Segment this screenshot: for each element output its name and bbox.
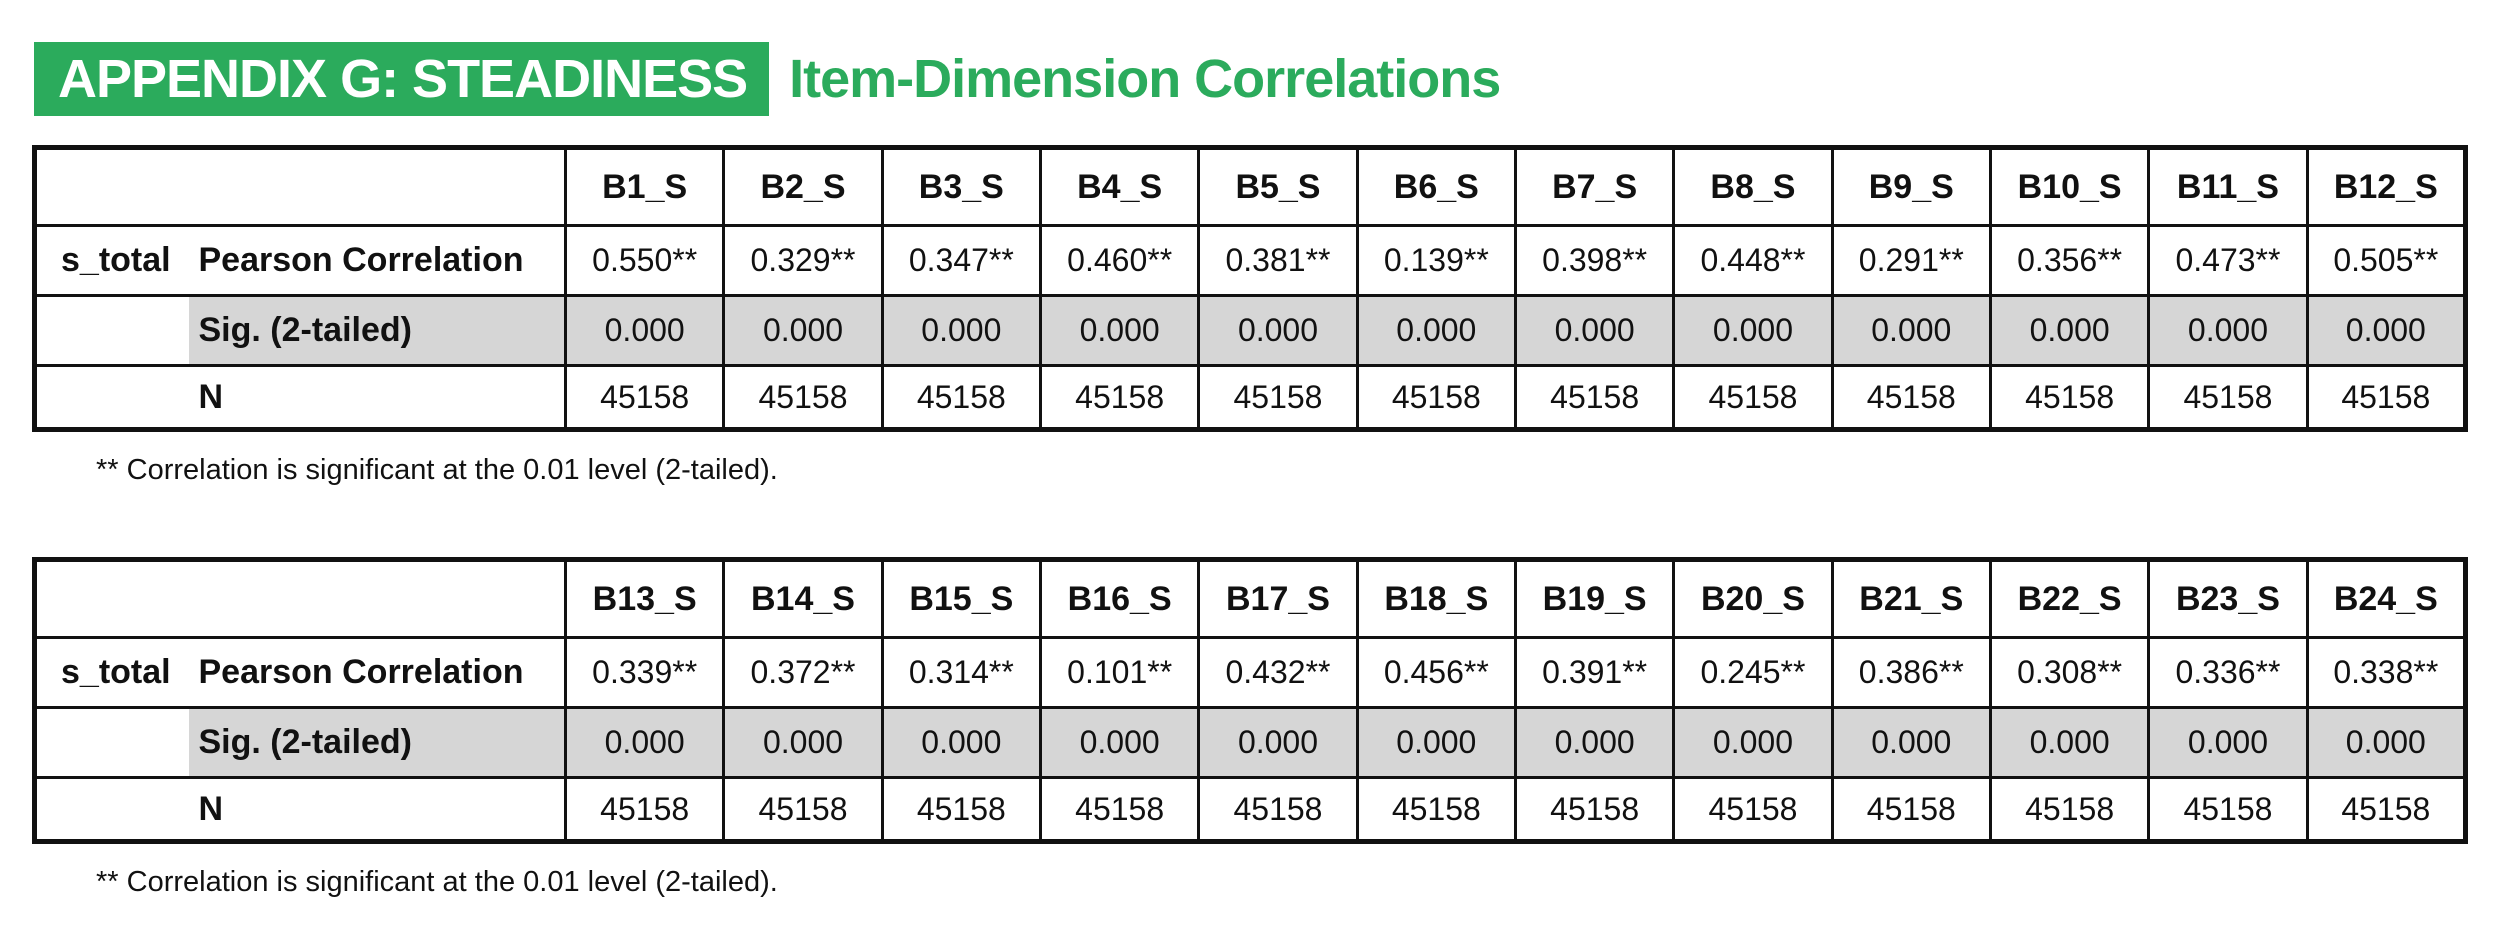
column-header: B6_S (1357, 148, 1515, 226)
sig-cell: 0.000 (1357, 296, 1515, 366)
n-cell: 45158 (2307, 778, 2465, 842)
column-header: B15_S (882, 560, 1040, 638)
pearson-cell: 0.329** (724, 226, 882, 296)
pearson-cell: 0.456** (1357, 638, 1515, 708)
sig-cell: 0.000 (2149, 296, 2307, 366)
n-cell: 45158 (2307, 366, 2465, 430)
sig-cell: 0.000 (724, 296, 882, 366)
sig-cell: 0.000 (882, 296, 1040, 366)
appendix-badge: APPENDIX G: STEADINESS (34, 42, 769, 116)
column-header: B18_S (1357, 560, 1515, 638)
pearson-cell: 0.314** (882, 638, 1040, 708)
header-blank-cell (189, 560, 566, 638)
pearson-cell: 0.505** (2307, 226, 2465, 296)
sig-cell: 0.000 (1357, 708, 1515, 778)
n-cell: 45158 (1515, 366, 1673, 430)
column-header: B21_S (1832, 560, 1990, 638)
sig-cell: 0.000 (1832, 296, 1990, 366)
pearson-cell: 0.336** (2149, 638, 2307, 708)
pearson-cell: 0.308** (1990, 638, 2148, 708)
sig-cell: 0.000 (1515, 708, 1673, 778)
column-header: B5_S (1199, 148, 1357, 226)
column-header: B19_S (1515, 560, 1673, 638)
sig-cell: 0.000 (1199, 708, 1357, 778)
column-header: B4_S (1040, 148, 1198, 226)
sig-cell: 0.000 (1040, 708, 1198, 778)
pearson-row (35, 638, 2466, 708)
n-cell: 45158 (1515, 778, 1673, 842)
column-header: B10_S (1990, 148, 2148, 226)
sig-cell: 0.000 (1832, 708, 1990, 778)
column-header: B16_S (1040, 560, 1198, 638)
row-label-n: N (189, 366, 566, 430)
column-header: B23_S (2149, 560, 2307, 638)
column-header: B12_S (2307, 148, 2465, 226)
header-row (35, 560, 2466, 638)
column-header: B9_S (1832, 148, 1990, 226)
footnote-table-2: ** Correlation is significant at the 0.01 level (2-tailed). (96, 866, 778, 898)
correlation-table-1 (32, 145, 2468, 432)
sig-row (35, 708, 2466, 778)
n-cell: 45158 (1674, 778, 1832, 842)
column-header: B2_S (724, 148, 882, 226)
sig-cell: 0.000 (724, 708, 882, 778)
n-cell: 45158 (1990, 778, 2148, 842)
pearson-cell: 0.386** (1832, 638, 1990, 708)
sig-cell: 0.000 (1515, 296, 1673, 366)
pearson-cell: 0.381** (1199, 226, 1357, 296)
n-cell: 45158 (1040, 778, 1198, 842)
column-header: B17_S (1199, 560, 1357, 638)
n-cell: 45158 (1990, 366, 2148, 430)
page-title: Item-Dimension Correlations (789, 49, 1501, 109)
row-label-pearson: Pearson Correlation (189, 638, 566, 708)
sig-row (35, 296, 2466, 366)
n-cell: 45158 (724, 778, 882, 842)
sig-cell: 0.000 (566, 296, 724, 366)
sig-cell: 0.000 (1674, 296, 1832, 366)
pearson-cell: 0.356** (1990, 226, 2148, 296)
pearson-row (35, 226, 2466, 296)
pearson-cell: 0.460** (1040, 226, 1198, 296)
page-header (34, 42, 1500, 116)
pearson-cell: 0.448** (1674, 226, 1832, 296)
blank-label-cell (35, 296, 189, 366)
pearson-cell: 0.339** (566, 638, 724, 708)
sig-cell: 0.000 (2307, 708, 2465, 778)
pearson-cell: 0.338** (2307, 638, 2465, 708)
correlation-table-2 (32, 557, 2468, 844)
n-cell: 45158 (1357, 366, 1515, 430)
pearson-cell: 0.347** (882, 226, 1040, 296)
n-cell: 45158 (724, 366, 882, 430)
sig-cell: 0.000 (2149, 708, 2307, 778)
variable-label: s_total (35, 638, 189, 708)
blank-label-cell (35, 778, 189, 842)
n-row (35, 778, 2466, 842)
sig-cell: 0.000 (1990, 708, 2148, 778)
sig-cell: 0.000 (1674, 708, 1832, 778)
column-header: B22_S (1990, 560, 2148, 638)
n-cell: 45158 (566, 778, 724, 842)
sig-cell: 0.000 (2307, 296, 2465, 366)
n-cell: 45158 (1199, 366, 1357, 430)
n-cell: 45158 (566, 366, 724, 430)
column-header: B24_S (2307, 560, 2465, 638)
n-cell: 45158 (882, 778, 1040, 842)
sig-cell: 0.000 (1990, 296, 2148, 366)
sig-cell: 0.000 (882, 708, 1040, 778)
blank-label-cell (35, 708, 189, 778)
n-cell: 45158 (1357, 778, 1515, 842)
n-cell: 45158 (2149, 366, 2307, 430)
header-row (35, 148, 2466, 226)
n-cell: 45158 (2149, 778, 2307, 842)
pearson-cell: 0.139** (1357, 226, 1515, 296)
blank-label-cell (35, 366, 189, 430)
pearson-cell: 0.101** (1040, 638, 1198, 708)
header-blank-cell (35, 560, 189, 638)
column-header: B1_S (566, 148, 724, 226)
column-header: B3_S (882, 148, 1040, 226)
column-header: B8_S (1674, 148, 1832, 226)
n-cell: 45158 (1832, 366, 1990, 430)
pearson-cell: 0.372** (724, 638, 882, 708)
n-row (35, 366, 2466, 430)
pearson-cell: 0.550** (566, 226, 724, 296)
sig-cell: 0.000 (566, 708, 724, 778)
pearson-cell: 0.432** (1199, 638, 1357, 708)
row-label-pearson: Pearson Correlation (189, 226, 566, 296)
n-cell: 45158 (882, 366, 1040, 430)
pearson-cell: 0.291** (1832, 226, 1990, 296)
row-label-n: N (189, 778, 566, 842)
n-cell: 45158 (1040, 366, 1198, 430)
column-header: B14_S (724, 560, 882, 638)
row-label-sig: Sig. (2-tailed) (189, 296, 566, 366)
n-cell: 45158 (1832, 778, 1990, 842)
n-cell: 45158 (1199, 778, 1357, 842)
variable-label: s_total (35, 226, 189, 296)
column-header: B13_S (566, 560, 724, 638)
pearson-cell: 0.245** (1674, 638, 1832, 708)
pearson-cell: 0.473** (2149, 226, 2307, 296)
sig-cell: 0.000 (1199, 296, 1357, 366)
pearson-cell: 0.398** (1515, 226, 1673, 296)
header-blank-cell (35, 148, 189, 226)
row-label-sig: Sig. (2-tailed) (189, 708, 566, 778)
header-blank-cell (189, 148, 566, 226)
n-cell: 45158 (1674, 366, 1832, 430)
sig-cell: 0.000 (1040, 296, 1198, 366)
column-header: B20_S (1674, 560, 1832, 638)
column-header: B11_S (2149, 148, 2307, 226)
pearson-cell: 0.391** (1515, 638, 1673, 708)
footnote-table-1: ** Correlation is significant at the 0.01 level (2-tailed). (96, 454, 778, 486)
column-header: B7_S (1515, 148, 1673, 226)
